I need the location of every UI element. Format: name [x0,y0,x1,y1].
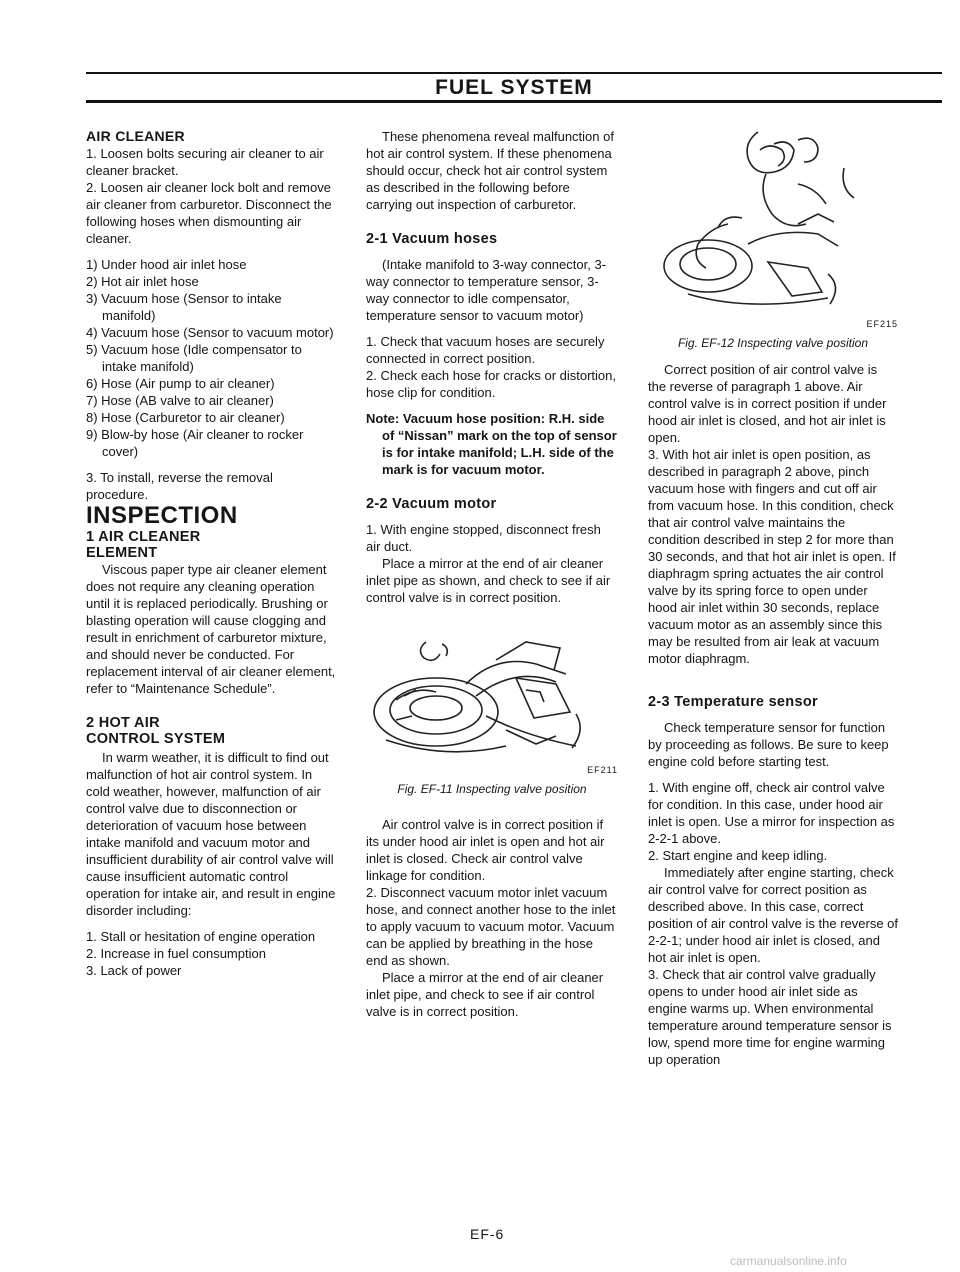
watermark: carmanualsonline.info [730,1254,847,1268]
air-cleaner-step-2: 2. Loosen air cleaner lock bolt and remove air cleaner from carburetor. Disconnect the following hoses when dismounting air cleaner. [86,180,332,246]
vacuum-motor-heading: 2-2 Vacuum motor [366,496,497,512]
page-header [86,66,942,106]
page-number: EF-6 [470,1226,505,1242]
figure-ef-11 [366,620,618,798]
hose-item: 8) Hose (Carburetor to air cleaner) [86,410,285,425]
spacer [86,697,338,715]
temperature-sensor-step-1: 1. With engine off, check air control valve for condition. In this case, under hood air inlet is open. Use a mirror for inspection as 2-2-1 above. [648,780,895,846]
hot-air-control-text: In warm weather, it is difficult to find out malfunction of hot air control system. In cold weather, however, malfunction of air control valve due to disconnection or deterioration of vacuum hose between intake manifold and vacuum motor and insufficient durability of air control valve will cause insufficient automatic control operation for intake air, and result in engine disorder including: [86,750,336,918]
spacer [648,710,898,719]
issue-item: 2. Increase in fuel consumption [86,946,266,961]
vacuum-motor-step-2: 2. Disconnect vacuum motor inlet vacuum hose, and connect another hose to the inlet to apply vacuum to vacuum motor. Vacuum can be applied by breathing in the hose end as shown. [366,885,616,968]
hose-item: 2) Hot air inlet hose [86,274,199,289]
hose-item: 4) Vacuum hose (Sensor to vacuum motor) [86,325,334,340]
figure-caption: Fig. EF-12 Inspecting valve position [677,336,869,350]
air-cleaner-step-1: 1. Loosen bolts securing air cleaner to air cleaner bracket. [86,146,324,178]
column-middle [366,128,618,1020]
vacuum-motor-step-3: 3. With hot air inlet is open position, as described in paragraph 2 above, pinch vacuum hose with fingers and cut off air from vacuum hose. In this condition, check that air control valve maintains the condition described in step 2 for more than 30 seconds, and that hot air inlet is open. If diaphragm spring actuates the air control valve by its spring force to open under hood air inlet within 30 seconds, replace vacuum motor as an assembly since this may be resulted from air leak at vacuum motor diaphragm. [648,447,896,666]
header-title: FUEL SYSTEM [435,76,593,99]
hose-item: 6) Hose (Air pump to air cleaner) [86,376,275,391]
temperature-sensor-heading: 2-3 Temperature sensor [648,694,818,710]
figure-code: EF211 [587,765,618,775]
breathing-hose-illustration [648,124,898,314]
header-rule-top [86,72,942,74]
temperature-sensor-step-2: 2. Start engine and keep idling. [648,848,828,863]
correct-position-text: Correct position of air control valve is the reverse of paragraph 1 above. Air control valve is in correct position if under hood air inlet is closed, and hot air inlet is open. [648,362,887,445]
hose-item: 9) Blow-by hose (Air cleaner to rocker cover) [86,427,304,459]
hose-item: 1) Under hood air inlet hose [86,257,247,272]
air-cleaner-heading: AIR CLEANER [86,128,185,144]
vacuum-hoses-step-2: 2. Check each hose for cracks or distortion, hose clip for condition. [366,368,617,400]
spacer [366,478,618,496]
vacuum-motor-step-1b: Place a mirror at the end of air cleaner inlet pipe as shown, and check to see if air control valve is in correct position. [366,556,611,605]
vacuum-hoses-heading: 2-1 Vacuum hoses [366,231,498,247]
temperature-sensor-step-2b: Immediately after engine starting, check air control valve for correct position as described above. In this case, correct position of air control valve is the reverse of 2-2-1; under hood air inlet is closed, and hot air inlet is open. [648,865,899,965]
hose-item: 5) Vacuum hose (Idle compensator to intake manifold) [86,342,302,374]
spacer [648,770,898,779]
temperature-sensor-intro: Check temperature sensor for function by proceeding as follows. Be sure to keep engine cold before starting test. [648,720,889,769]
figure-ef-12 [648,124,898,352]
spacer [366,401,618,410]
spacer [648,667,898,685]
hot-air-control-heading: 2 HOT AIR CONTROL SYSTEM [86,715,226,747]
figure-caption: Fig. EF-11 Inspecting valve position [397,782,587,796]
column-right [648,128,898,1068]
vacuum-motor-step-1: 1. With engine stopped, disconnect fresh air duct. [366,522,601,554]
spacer [366,512,618,521]
figure-code: EF215 [866,319,898,329]
spacer [366,247,618,256]
temperature-sensor-step-3: 3. Check that air control valve gradually opens to under hood air inlet side as engine warms up. When environmental temperature around temperature sensor is low, spend more time for engine warming up operation [648,967,892,1067]
spacer [366,324,618,333]
intro-text: These phenomena reveal malfunction of hot air control system. If these phenomena should occur, check hot air control system as described in the following before carrying out inspection of carburetor. [366,129,614,212]
vacuum-hose-note: Note: Vacuum hose position: R.H. side of “Nissan” mark on the top of sensor is for intake manifold; L.H. side of the mark is for vacuum motor. [366,411,617,477]
spacer [86,460,338,469]
spacer [86,919,338,928]
air-cleaner-step-3: 3. To install, reverse the removal procedure. [86,470,273,502]
header-rule-bottom [86,100,942,103]
after-figure-text: Air control valve is in correct position if its under hood air inlet is open and hot air inlet is closed. Check air control valve linkage for condition. [366,817,605,883]
spacer [366,798,618,816]
air-cleaner-element-heading: 1 AIR CLEANER ELEMENT [86,529,201,561]
hose-list [86,256,338,460]
vacuum-hoses-desc: (Intake manifold to 3-way connector, 3-way connector to temperature sensor, 3-way connector to idle compensator, temperature sensor to vacuum motor) [366,257,607,323]
spacer [366,213,618,231]
hose-item: 3) Vacuum hose (Sensor to intake manifold) [86,291,282,323]
vacuum-motor-step-2b: Place a mirror at the end of air cleaner inlet pipe, and check to see if air control valve is in correct position. [366,970,604,1019]
air-cleaner-mirror-illustration [366,620,618,760]
vacuum-hoses-step-1: 1. Check that vacuum hoses are securely connected in correct position. [366,334,605,366]
hose-item: 7) Hose (AB valve to air cleaner) [86,393,274,408]
spacer [86,247,338,256]
column-left [86,128,338,979]
issue-item: 3. Lack of power [86,963,182,978]
spacer [648,685,898,694]
air-cleaner-element-text: Viscous paper type air cleaner element does not require any cleaning operation until it is replaced periodically. Brushing or blasting operation will cause clogging and result in enrichment of carburetor mixture, and should never be conducted. For replacement interval of air cleaner element, refer to “Maintenance Schedule”. [86,562,336,696]
issue-item: 1. Stall or hesitation of engine operation [86,929,316,944]
inspection-heading: INSPECTION [86,502,238,529]
spacer [648,352,898,361]
